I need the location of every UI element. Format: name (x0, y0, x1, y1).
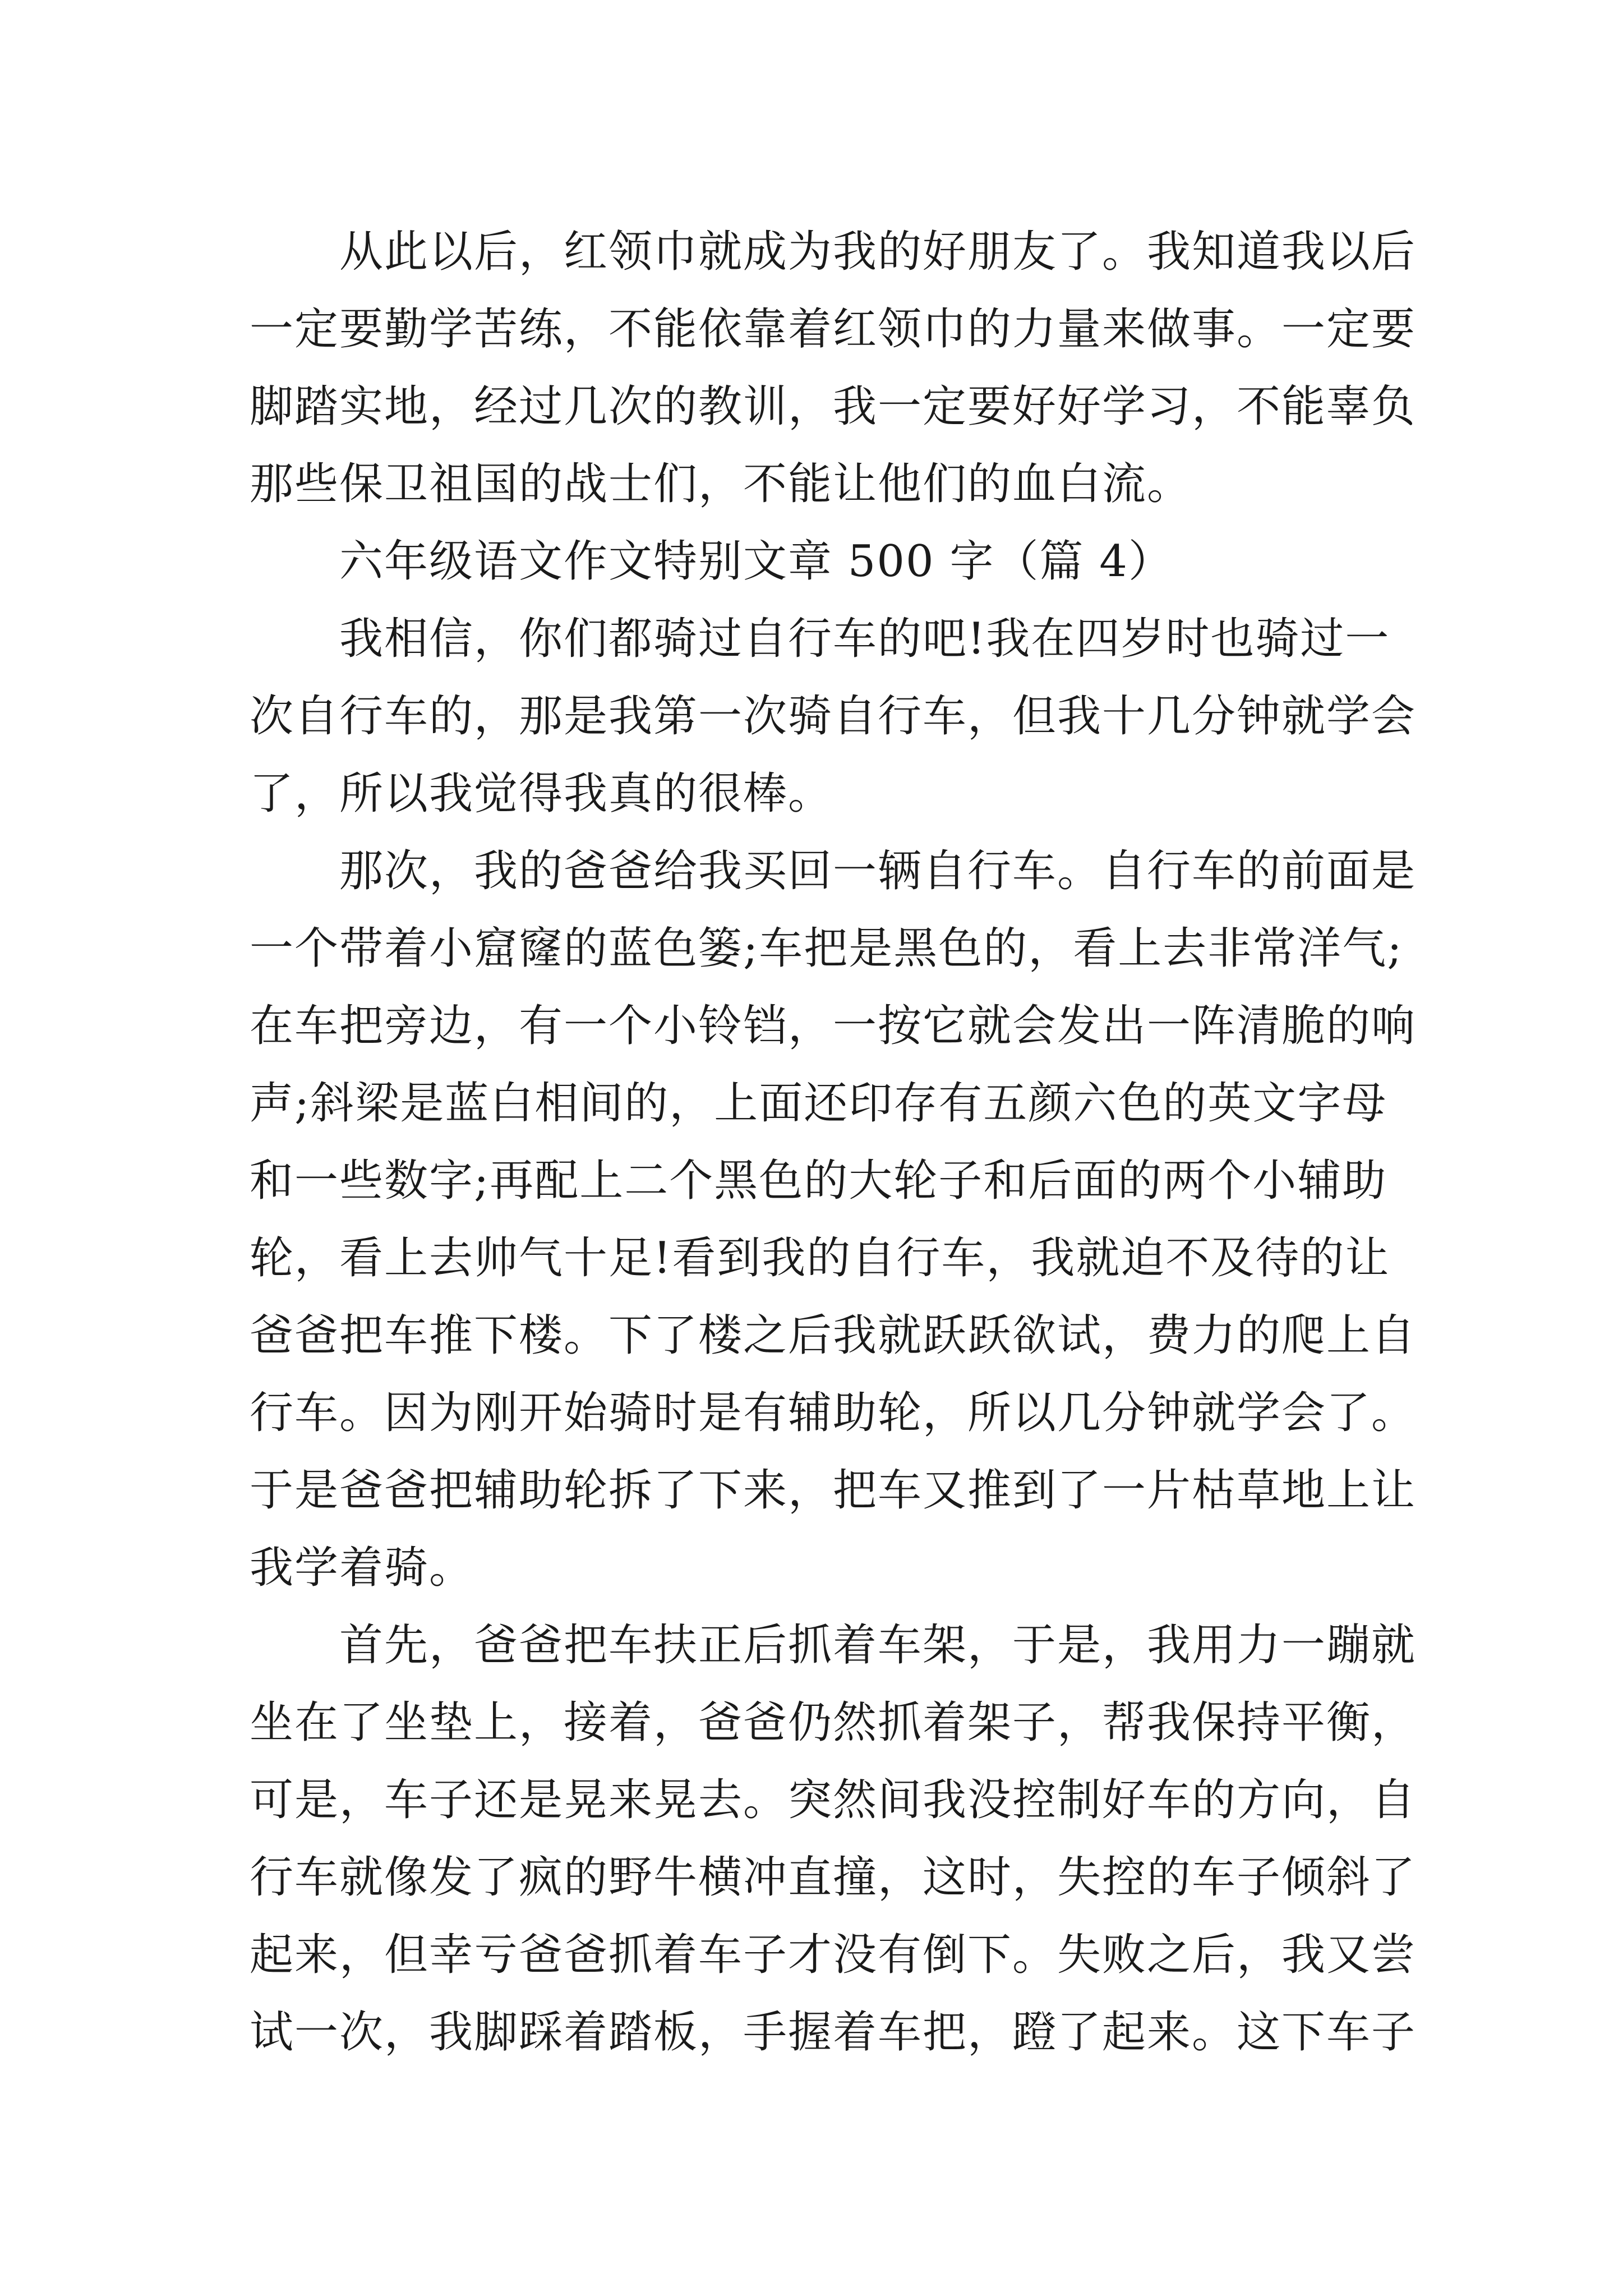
text-line: 轮，看上去帅气十足!看到我的自行车，我就迫不及待的让 (250, 1233, 1390, 1283)
text-line: 一定要勤学苦练，不能依靠着红领巾的力量来做事。一定要 (250, 304, 1417, 355)
text-line: 可是，车子还是晃来晃去。突然间我没控制好车的方向，自 (250, 1775, 1417, 1825)
text-line: 那些保卫祖国的战士们，不能让他们的血白流。 (250, 459, 1192, 509)
text-line: 我学着骑。 (250, 1543, 474, 1593)
text-line: 于是爸爸把辅助轮拆了下来，把车又推到了一片枯草地上让 (250, 1465, 1417, 1516)
text-line: 次自行车的，那是我第一次骑自行车，但我十几分钟就学会 (250, 691, 1417, 742)
text-line: 首先，爸爸把车扶正后抓着车架，于是，我用力一蹦就 (339, 1620, 1417, 1671)
text-line: 行车。因为刚开始骑时是有辅助轮，所以几分钟就学会了。 (250, 1388, 1417, 1438)
text-line: 从此以后，红领巾就成为我的好朋友了。我知道我以后 (339, 227, 1417, 277)
document-body (250, 213, 1417, 2071)
text-line: 起来，但幸亏爸爸抓着车子才没有倒下。失败之后，我又尝 (250, 1930, 1417, 1980)
text-line: 爸爸把车推下楼。下了楼之后我就跃跃欲试，费力的爬上自 (250, 1310, 1417, 1361)
text-line: 我相信，你们都骑过自行车的吧!我在四岁时也骑过一 (339, 614, 1390, 664)
section-heading: 六年级语文作文特别文章 500 字（篇 4） (339, 536, 1173, 587)
text-line: 那次，我的爸爸给我买回一辆自行车。自行车的前面是 (339, 846, 1417, 896)
text-line: 声;斜梁是蓝白相间的，上面还印存有五颜六色的英文字母 (250, 1078, 1387, 1129)
text-line: 了，所以我觉得我真的很棒。 (250, 769, 833, 819)
text-line: 脚踏实地，经过几次的教训，我一定要好好学习，不能辜负 (250, 381, 1417, 432)
text-line: 在车把旁边，有一个小铃铛，一按它就会发出一阵清脆的响 (250, 1001, 1417, 1051)
text-line: 行车就像发了疯的野牛横冲直撞，这时，失控的车子倾斜了 (250, 1852, 1417, 1903)
text-line: 一个带着小窟窿的蓝色篓;车把是黑色的，看上去非常洋气; (250, 923, 1403, 974)
text-line: 和一些数字;再配上二个黑色的大轮子和后面的两个小辅助 (250, 1156, 1387, 1206)
text-line: 试一次，我脚踩着踏板，手握着车把，蹬了起来。这下车子 (250, 2007, 1417, 2058)
text-line: 坐在了坐垫上，接着，爸爸仍然抓着架子，帮我保持平衡， (250, 1697, 1417, 1748)
